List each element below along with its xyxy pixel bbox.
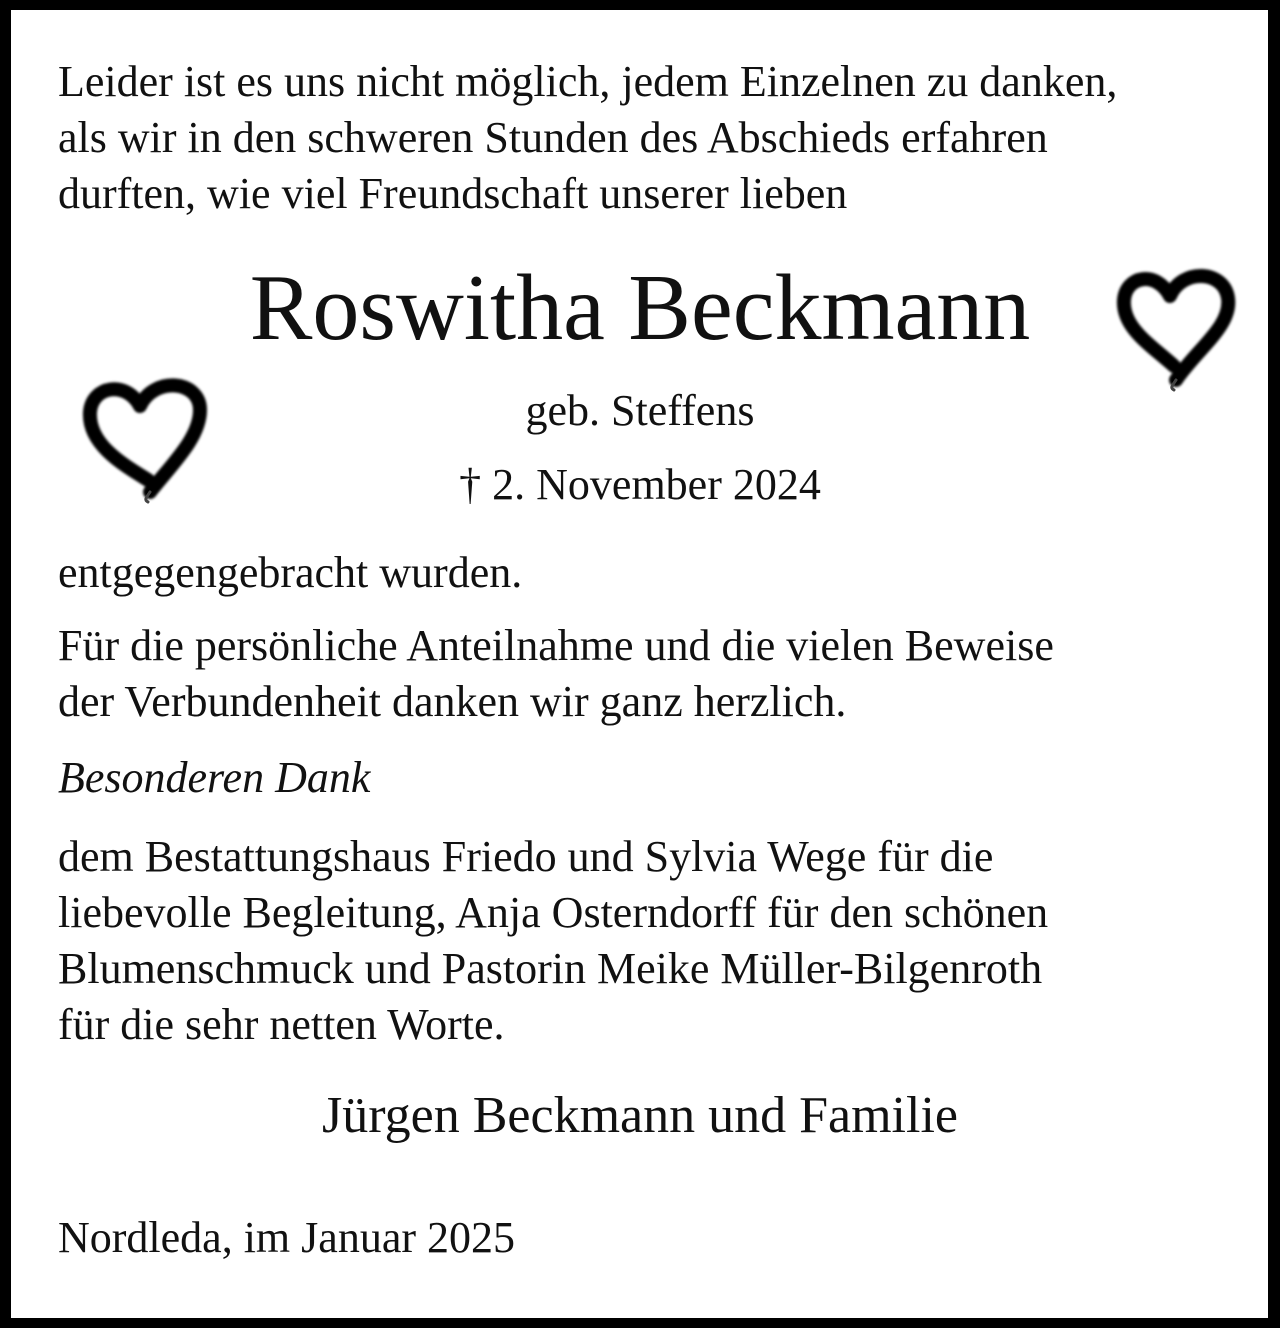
special-line-3: Blumenschmuck und Pastorin Meike Müller-Bilgenroth — [58, 944, 1043, 993]
intro-line-3: durften, wie viel Freundschaft unserer lieben — [58, 169, 848, 218]
signature: Jürgen Beckmann und Familie — [322, 1087, 958, 1144]
birth-name: geb. Steffens — [525, 386, 755, 435]
special-line-1: dem Bestattungshaus Friedo und Sylvia Wege für die — [58, 832, 994, 881]
intro-paragraph — [58, 54, 1117, 222]
place-date: Nordleda, im Januar 2025 — [58, 1213, 515, 1262]
continuation-text: entgegengebracht wurden. — [58, 548, 523, 597]
intro-line-2: als wir in den schweren Stunden des Abschieds erfahren — [58, 113, 1048, 162]
special-thanks-paragraph — [58, 829, 1048, 1053]
thanks-line-1: Für die persönliche Anteilnahme und die vielen Beweise — [58, 621, 1054, 670]
special-line-4: für die sehr netten Worte. — [58, 1000, 505, 1049]
deceased-name: Roswitha Beckmann — [249, 256, 1031, 360]
intro-line-1: Leider ist es uns nicht möglich, jedem Einzelnen zu danken, — [58, 57, 1118, 106]
death-date: † 2. November 2024 — [459, 460, 821, 509]
special-line-2: liebevolle Begleitung, Anja Osterndorff für den schönen — [58, 888, 1049, 937]
heart-icon — [1112, 262, 1242, 394]
thanks-paragraph — [58, 618, 1054, 730]
thanks-line-2: der Verbundenheit danken wir ganz herzlich. — [58, 677, 847, 726]
special-thanks-heading: Besonderen Dank — [58, 753, 371, 802]
